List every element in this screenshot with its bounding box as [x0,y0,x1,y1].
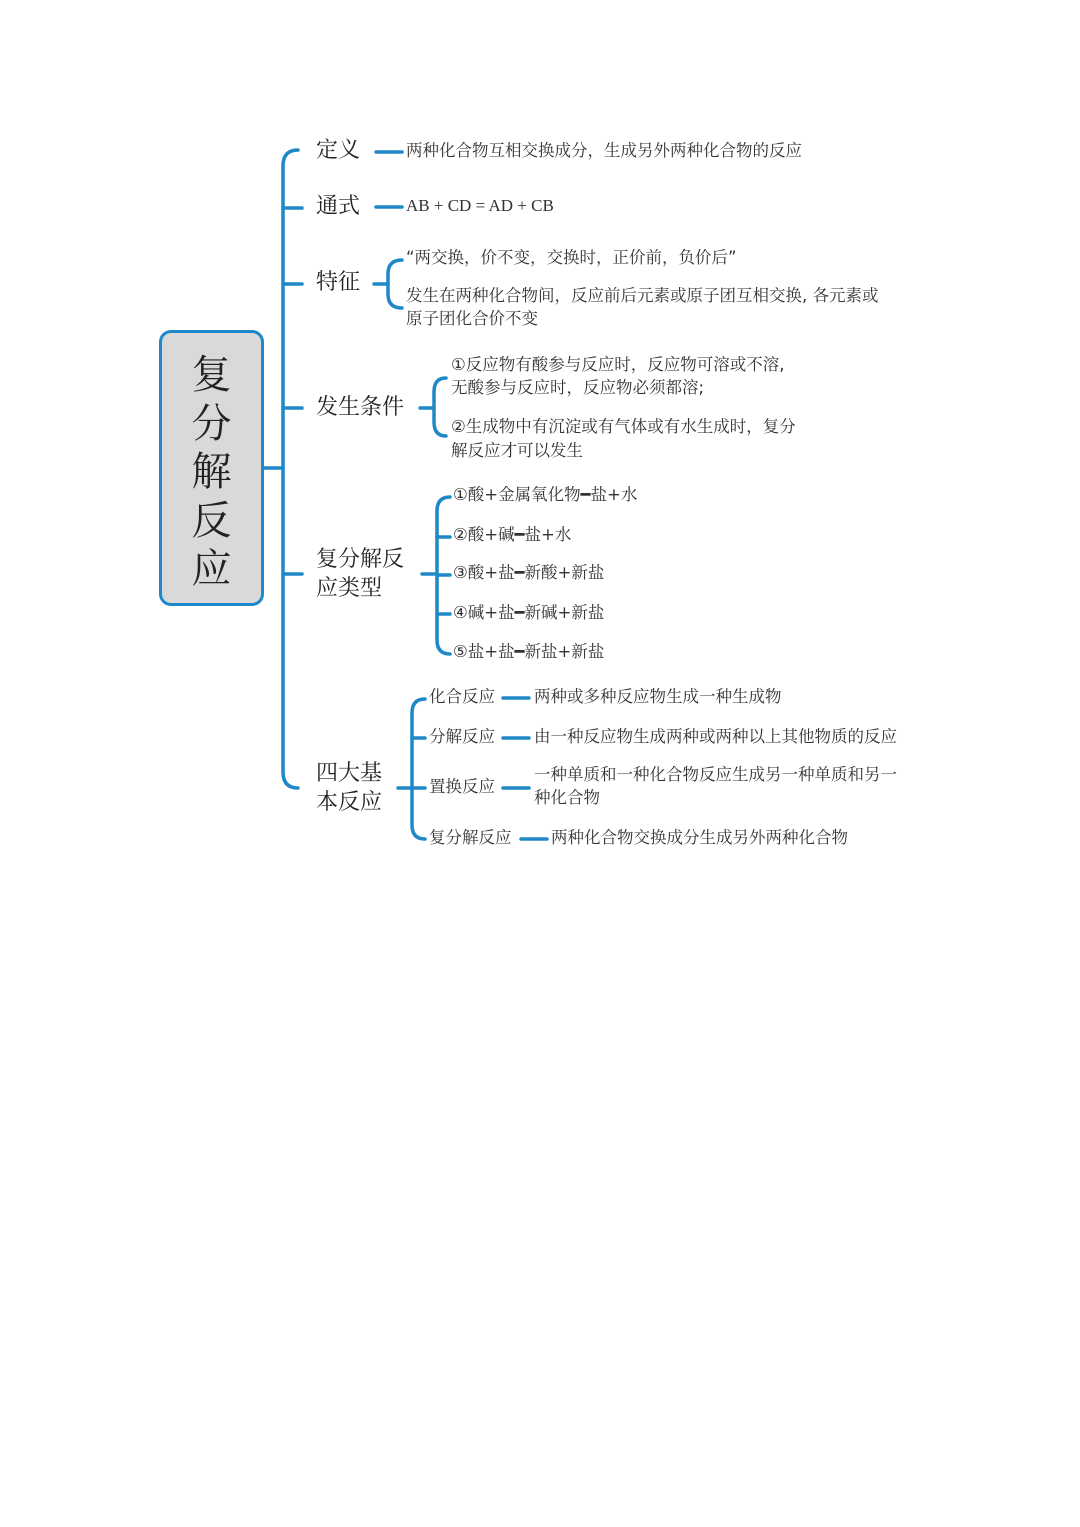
branch-formula-label: 通式 [316,194,361,219]
root-title-char: 应 [191,546,232,592]
features-item-2-line-2: 原子团化合价不变 [406,309,538,328]
root-title-char: 解 [191,449,232,495]
types-item-4: ④碱+盐━新碱+新盐 [453,603,605,622]
types-item-3: ③酸+盐━新酸+新盐 [453,563,605,582]
root-node [159,330,264,606]
combination-label: 化合反应 [429,687,495,706]
decomposition-text: 由一种反应物生成两种或两种以上其他物质的反应 [534,727,897,746]
branch-formula-text: AB + CD = AD + CB [406,196,554,215]
conditions-item-1-line-2: 无酸参与反应时，反应物必须都溶; [451,378,705,397]
root-title-char: 分 [191,400,232,447]
displacement-text-line-2: 种化合物 [534,788,600,807]
decomposition-label: 分解反应 [429,727,495,746]
branch-features-label: 特征 [316,270,361,295]
branch-definition-label: 定义 [316,138,361,163]
conditions-item-2-line-2: 解反应才可以发生 [451,441,583,460]
branch-definition-text: 两种化合物互相交换成分，生成另外两种化合物的反应 [406,141,802,160]
types-item-2: ②酸+碱━盐+水 [453,525,572,544]
conditions-item-1-line-1: ①反应物有酸参与反应时，反应物可溶或不溶, [451,355,785,374]
conditions-item-2-line-1: ②生成物中有沉淀或有气体或有水生成时，复分 [451,417,796,436]
types-item-5: ⑤盐+盐━新盐+新盐 [453,642,605,661]
branch-four-basic-label-line-2: 本反应 [316,790,383,815]
features-item-1: “两交换，价不变，交换时，正价前，负价后” [406,248,737,267]
displacement-label: 置换反应 [429,777,495,796]
root-title-char: 复 [191,352,232,398]
root-title-char: 反 [191,497,232,544]
double-decomposition-label: 复分解反应 [429,828,512,847]
combination-text: 两种或多种反应物生成一种生成物 [534,687,782,706]
types-item-1: ①酸+金属氧化物━盐+水 [453,485,638,504]
features-item-2-line-1: 发生在两种化合物间，反应前后元素或原子团互相交换, 各元素或 [406,286,879,305]
double-decomposition-text: 两种化合物交换成分生成另外两种化合物 [551,828,848,847]
branch-types-label-line-2: 应类型 [316,576,383,601]
root-title [162,351,261,594]
branch-four-basic-label-line-1: 四大基 [316,761,383,786]
branch-conditions-label: 发生条件 [316,395,405,420]
displacement-text-line-1: 一种单质和一种化合物反应生成另一种单质和另一 [534,765,897,784]
branch-types-label-line-1: 复分解反 [316,547,405,572]
